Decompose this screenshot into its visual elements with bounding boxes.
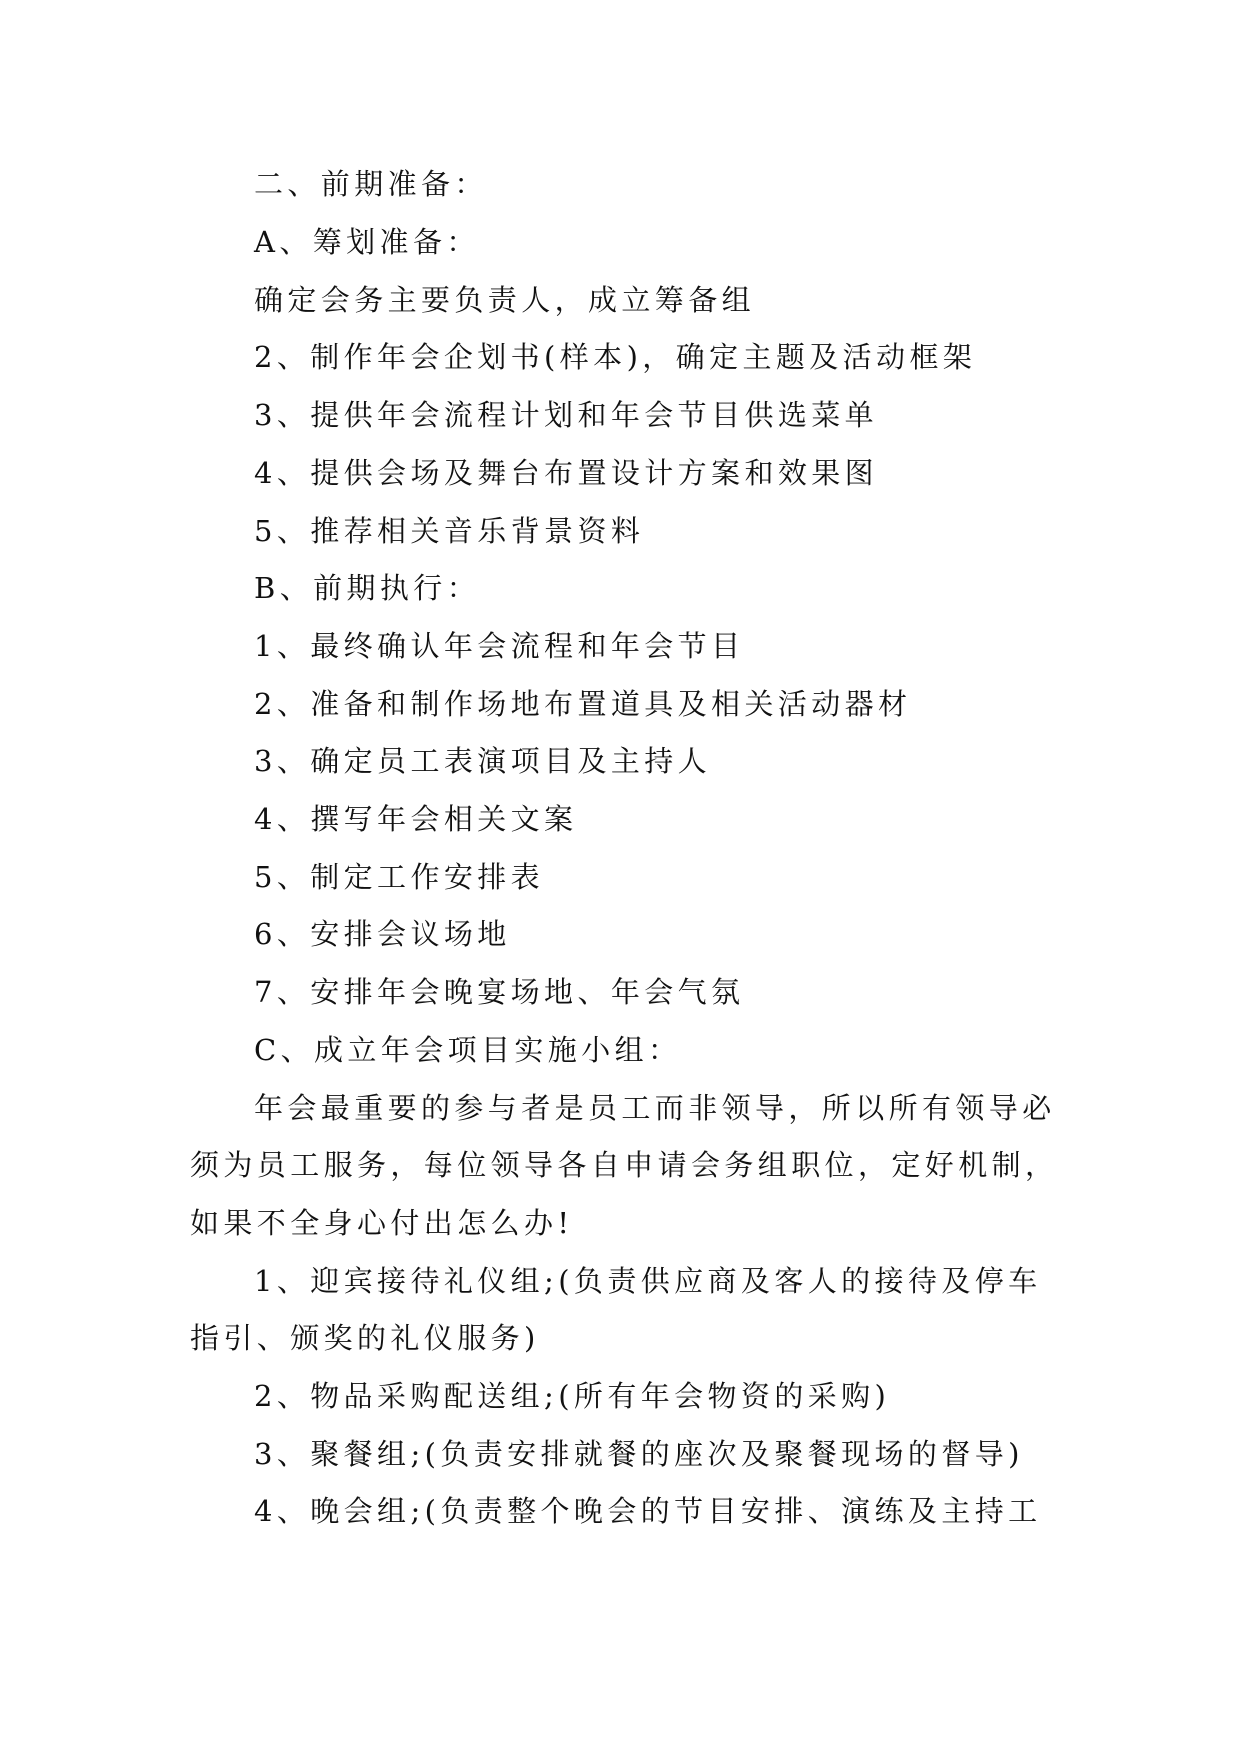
- list-item-continuation: 指引、颁奖的礼仪服务): [190, 1321, 540, 1355]
- paragraph-line: 年会最重要的参与者是员工而非领导，所以所有领导必: [254, 1091, 1056, 1125]
- list-item: 确定会务主要负责人，成立筹备组: [254, 283, 756, 317]
- list-item: 2、物品采购配送组;(所有年会物资的采购): [254, 1379, 891, 1413]
- list-item: 3、确定员工表演项目及主持人: [254, 744, 712, 778]
- subsection-heading: C、成立年会项目实施小组：: [254, 1033, 682, 1067]
- section-heading: 二、前期准备：: [254, 167, 488, 201]
- list-item: 1、最终确认年会流程和年会节目: [254, 629, 745, 663]
- paragraph-line: 须为员工服务，每位领导各自申请会务组职位，定好机制，: [190, 1148, 1059, 1182]
- list-item: 2、制作年会企划书(样本)，确定主题及活动框架: [254, 340, 977, 374]
- paragraph-line: 如果不全身心付出怎么办!: [190, 1206, 574, 1240]
- list-item: 7、安排年会晚宴场地、年会气氛: [254, 975, 745, 1009]
- list-item: 4、撰写年会相关文案: [254, 802, 578, 836]
- list-item: 3、聚餐组;(负责安排就餐的座次及聚餐现场的督导): [254, 1437, 1024, 1471]
- list-item: 2、准备和制作场地布置道具及相关活动器材: [254, 687, 912, 721]
- list-item: 3、提供年会流程计划和年会节目供选菜单: [254, 398, 879, 432]
- list-item: 4、提供会场及舞台布置设计方案和效果图: [254, 456, 879, 490]
- subsection-heading: B、前期执行：: [254, 571, 481, 605]
- list-item: 4、晚会组;(负责整个晚会的节目安排、演练及主持工: [254, 1494, 1042, 1528]
- list-item: 1、迎宾接待礼仪组;(负责供应商及客人的接待及停车: [254, 1264, 1042, 1298]
- list-item: 6、安排会议场地: [254, 917, 511, 951]
- list-item: 5、制定工作安排表: [254, 860, 545, 894]
- list-item: 5、推荐相关音乐背景资料: [254, 514, 645, 548]
- subsection-heading: A、筹划准备：: [254, 225, 480, 259]
